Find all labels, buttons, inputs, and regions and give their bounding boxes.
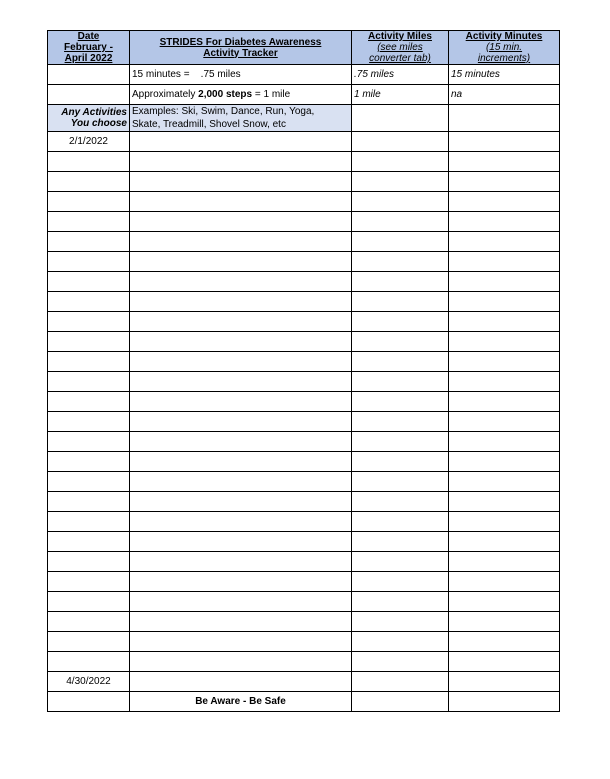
miles-cell[interactable]	[352, 592, 449, 612]
activity-cell[interactable]	[130, 412, 352, 432]
blank-log-rows	[48, 152, 560, 672]
miles-cell[interactable]	[352, 692, 449, 712]
date-cell[interactable]	[48, 152, 130, 172]
log-row	[48, 252, 560, 272]
miles-cell[interactable]	[352, 272, 449, 292]
log-row	[48, 352, 560, 372]
activity-cell[interactable]	[130, 372, 352, 392]
miles-cell[interactable]	[352, 172, 449, 192]
log-row	[48, 552, 560, 572]
activity-cell[interactable]	[130, 212, 352, 232]
minutes-cell[interactable]	[449, 212, 560, 232]
miles-cell[interactable]	[352, 572, 449, 592]
date-cell[interactable]	[48, 572, 130, 592]
activity-cell[interactable]	[130, 432, 352, 452]
date-cell[interactable]	[48, 452, 130, 472]
minutes-cell[interactable]	[449, 332, 560, 352]
activity-cell[interactable]	[130, 292, 352, 312]
minutes-cell[interactable]	[449, 292, 560, 312]
minutes-cell[interactable]	[449, 532, 560, 552]
activities-label: Any Activities You choose	[48, 105, 130, 132]
miles-cell[interactable]	[352, 252, 449, 272]
log-row	[48, 632, 560, 652]
date-cell[interactable]	[48, 85, 130, 105]
activity-cell[interactable]	[130, 492, 352, 512]
conversion-row-minutes	[48, 65, 560, 85]
date-cell[interactable]	[48, 192, 130, 212]
date-column-header: Date February - April 2022	[48, 31, 130, 65]
log-row	[48, 432, 560, 452]
minutes-cell[interactable]	[449, 312, 560, 332]
activity-cell[interactable]	[130, 352, 352, 372]
log-row	[48, 472, 560, 492]
activity-cell[interactable]	[130, 532, 352, 552]
log-row	[48, 232, 560, 252]
miles-cell[interactable]	[352, 512, 449, 532]
log-row	[48, 512, 560, 532]
activity-cell[interactable]	[130, 392, 352, 412]
minutes-cell[interactable]	[449, 152, 560, 172]
date-cell[interactable]	[48, 352, 130, 372]
activity-cell[interactable]	[130, 512, 352, 532]
minutes-cell[interactable]	[449, 432, 560, 452]
conversion-minutes: 15 minutes	[449, 65, 560, 85]
miles-cell[interactable]	[352, 472, 449, 492]
log-row	[48, 392, 560, 412]
minutes-cell[interactable]	[449, 392, 560, 412]
log-row	[48, 592, 560, 612]
conversion-row-steps	[48, 85, 560, 105]
minutes-cell[interactable]	[449, 272, 560, 292]
miles-cell[interactable]	[352, 292, 449, 312]
miles-cell[interactable]	[352, 372, 449, 392]
miles-cell[interactable]	[352, 352, 449, 372]
miles-cell[interactable]	[352, 532, 449, 552]
log-row	[48, 412, 560, 432]
activity-cell[interactable]	[130, 652, 352, 672]
activity-cell[interactable]	[130, 252, 352, 272]
date-cell[interactable]	[48, 372, 130, 392]
log-row	[48, 532, 560, 552]
miles-cell[interactable]	[352, 152, 449, 172]
minutes-cell[interactable]	[449, 252, 560, 272]
date-cell[interactable]	[48, 592, 130, 612]
conversion-description: Approximately 2,000 steps = 1 mile	[130, 85, 352, 105]
minutes-cell[interactable]	[449, 452, 560, 472]
date-cell[interactable]	[48, 432, 130, 452]
date-cell[interactable]	[48, 272, 130, 292]
log-row	[48, 332, 560, 352]
activities-row	[48, 105, 560, 132]
tracker-title-header: STRIDES For Diabetes Awareness Activity Tracker	[130, 31, 352, 65]
minutes-cell[interactable]	[449, 412, 560, 432]
log-row-start	[48, 132, 560, 152]
date-cell[interactable]	[48, 692, 130, 712]
minutes-cell[interactable]	[449, 572, 560, 592]
miles-cell[interactable]	[352, 312, 449, 332]
date-cell[interactable]	[48, 612, 130, 632]
miles-cell[interactable]	[352, 672, 449, 692]
minutes-cell[interactable]	[449, 512, 560, 532]
minutes-cell[interactable]	[449, 105, 560, 132]
log-row	[48, 612, 560, 632]
start-date-cell[interactable]: 2/1/2022	[48, 132, 130, 152]
activity-cell[interactable]	[130, 632, 352, 652]
minutes-cell[interactable]	[449, 632, 560, 652]
log-row	[48, 572, 560, 592]
conversion-miles: 1 mile	[352, 85, 449, 105]
date-cell[interactable]	[48, 332, 130, 352]
log-row	[48, 452, 560, 472]
conversion-miles: .75 miles	[352, 65, 449, 85]
date-cell[interactable]	[48, 312, 130, 332]
date-cell[interactable]	[48, 472, 130, 492]
minutes-cell[interactable]	[449, 612, 560, 632]
date-cell[interactable]	[48, 232, 130, 252]
log-row	[48, 272, 560, 292]
activity-miles-header: Activity Miles (see miles converter tab)	[352, 31, 449, 65]
log-row	[48, 292, 560, 312]
log-row	[48, 312, 560, 332]
minutes-cell[interactable]	[449, 132, 560, 152]
log-row-end	[48, 672, 560, 692]
miles-cell[interactable]	[352, 412, 449, 432]
header-row	[48, 31, 560, 65]
activity-cell[interactable]	[130, 672, 352, 692]
activity-cell[interactable]	[130, 272, 352, 292]
minutes-cell[interactable]	[449, 552, 560, 572]
miles-cell[interactable]	[352, 105, 449, 132]
miles-cell[interactable]	[352, 192, 449, 212]
activity-cell[interactable]	[130, 172, 352, 192]
miles-cell[interactable]	[352, 232, 449, 252]
activity-cell[interactable]	[130, 552, 352, 572]
minutes-cell[interactable]	[449, 172, 560, 192]
miles-cell[interactable]	[352, 212, 449, 232]
date-cell[interactable]	[48, 532, 130, 552]
date-cell[interactable]	[48, 412, 130, 432]
date-cell[interactable]	[48, 252, 130, 272]
minutes-cell[interactable]	[449, 692, 560, 712]
date-cell[interactable]	[48, 392, 130, 412]
activity-cell[interactable]	[130, 192, 352, 212]
conversion-description: 15 minutes = .75 miles	[130, 65, 352, 85]
miles-cell[interactable]	[352, 552, 449, 572]
miles-cell[interactable]	[352, 632, 449, 652]
activity-cell[interactable]	[130, 572, 352, 592]
log-row	[48, 212, 560, 232]
miles-cell[interactable]	[352, 132, 449, 152]
log-row	[48, 172, 560, 192]
activity-cell[interactable]	[130, 592, 352, 612]
activity-cell[interactable]	[130, 332, 352, 352]
date-cell[interactable]	[48, 632, 130, 652]
conversion-minutes: na	[449, 85, 560, 105]
miles-cell[interactable]	[352, 452, 449, 472]
log-row	[48, 652, 560, 672]
activity-cell[interactable]	[130, 232, 352, 252]
date-cell[interactable]	[48, 552, 130, 572]
log-row	[48, 152, 560, 172]
minutes-cell[interactable]	[449, 592, 560, 612]
miles-cell[interactable]	[352, 612, 449, 632]
minutes-cell[interactable]	[449, 232, 560, 252]
activity-cell[interactable]	[130, 312, 352, 332]
date-cell[interactable]	[48, 65, 130, 85]
miles-cell[interactable]	[352, 392, 449, 412]
activity-cell[interactable]	[130, 132, 352, 152]
log-row	[48, 492, 560, 512]
date-cell[interactable]	[48, 292, 130, 312]
minutes-cell[interactable]	[449, 352, 560, 372]
activities-examples: Examples: Ski, Swim, Dance, Run, Yoga, Skate, Treadmill, Shovel Snow, etc	[130, 105, 352, 132]
minutes-cell[interactable]	[449, 372, 560, 392]
minutes-cell[interactable]	[449, 492, 560, 512]
date-cell[interactable]	[48, 512, 130, 532]
log-row	[48, 192, 560, 212]
miles-cell[interactable]	[352, 332, 449, 352]
activity-cell[interactable]	[130, 452, 352, 472]
activity-cell[interactable]	[130, 472, 352, 492]
activity-tracker-table	[47, 30, 560, 712]
end-date-cell[interactable]: 4/30/2022	[48, 672, 130, 692]
date-cell[interactable]	[48, 652, 130, 672]
footer-slogan: Be Aware - Be Safe	[130, 692, 352, 712]
log-row	[48, 372, 560, 392]
date-cell[interactable]	[48, 212, 130, 232]
footer-row	[48, 692, 560, 712]
activity-cell[interactable]	[130, 612, 352, 632]
minutes-cell[interactable]	[449, 192, 560, 212]
minutes-cell[interactable]	[449, 652, 560, 672]
miles-cell[interactable]	[352, 492, 449, 512]
miles-cell[interactable]	[352, 652, 449, 672]
date-cell[interactable]	[48, 492, 130, 512]
activity-minutes-header: Activity Minutes (15 min. increments)	[449, 31, 560, 65]
date-cell[interactable]	[48, 172, 130, 192]
miles-cell[interactable]	[352, 432, 449, 452]
activity-cell[interactable]	[130, 152, 352, 172]
minutes-cell[interactable]	[449, 472, 560, 492]
minutes-cell[interactable]	[449, 672, 560, 692]
